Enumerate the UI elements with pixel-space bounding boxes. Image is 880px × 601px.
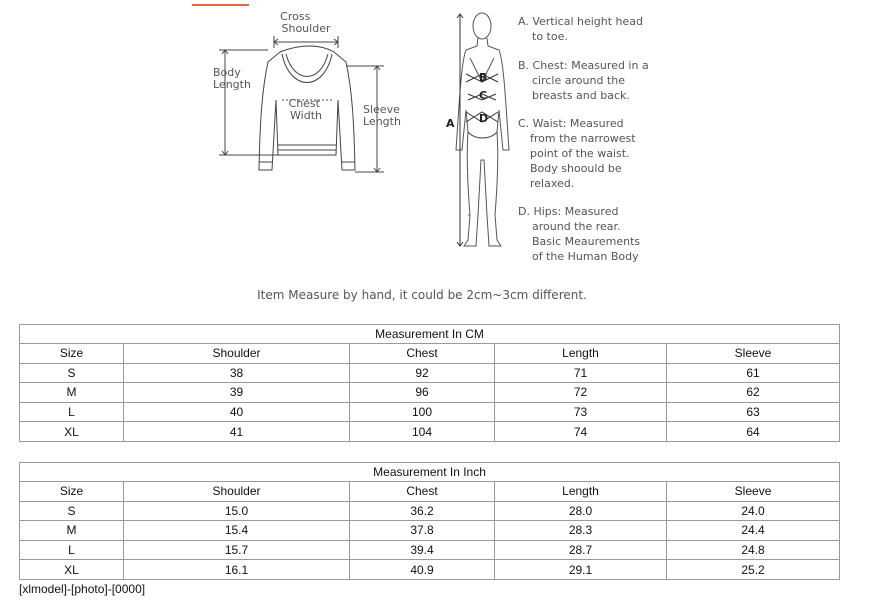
header-cell: Sleeve <box>667 482 840 502</box>
marker-b: B <box>479 71 488 84</box>
table-row <box>20 560 840 580</box>
desc-hips-line-4: of the Human Body <box>532 250 639 263</box>
table-title-row <box>20 325 840 344</box>
table-cell: XL <box>20 422 124 442</box>
table-cell: 25.2 <box>667 560 840 580</box>
table-cell: L <box>20 402 124 422</box>
body-length-line-1: Body <box>213 66 241 79</box>
desc-chest <box>518 59 652 102</box>
table-title: Measurement In Inch <box>20 463 840 482</box>
header-cell: Sleeve <box>667 344 840 364</box>
table-cell: 71 <box>495 363 667 383</box>
header-cell: Shoulder <box>124 482 350 502</box>
marker-a: A <box>446 117 455 130</box>
table-cell: 24.4 <box>667 521 840 541</box>
sleeve-length-label <box>363 103 403 128</box>
table-cell: L <box>20 540 124 560</box>
desc-hips-line-1: D. Hips: Measured <box>518 205 619 218</box>
table-cell: M <box>20 383 124 403</box>
table-row <box>20 501 840 521</box>
body-measure-guides <box>457 14 498 246</box>
header-cell: Size <box>20 482 124 502</box>
header-cell: Chest <box>350 344 495 364</box>
table-cell: 16.1 <box>124 560 350 580</box>
size-table-cm <box>19 324 840 442</box>
body-figure <box>456 13 509 246</box>
table-cell: 74 <box>495 422 667 442</box>
table-cell: 41 <box>124 422 350 442</box>
table-cell: 39.4 <box>350 540 495 560</box>
marker-d: D <box>479 112 489 125</box>
measure-note: Item Measure by hand, it could be 2cm~3cm different. <box>257 288 587 302</box>
desc-height-line-2: to toe. <box>532 30 568 43</box>
body-length-label <box>213 66 251 91</box>
desc-waist-line-3: point of the waist. <box>530 147 630 160</box>
sleeve-length-line-2: Length <box>363 115 401 128</box>
table-cell: 62 <box>667 383 840 403</box>
table-row <box>20 540 840 560</box>
desc-waist <box>518 117 639 190</box>
table-row <box>20 383 840 403</box>
cross-shoulder-line-1: Cross <box>280 10 311 23</box>
chest-width-line-1: Chest <box>288 97 320 110</box>
table-cell: 15.4 <box>124 521 350 541</box>
table-row <box>20 402 840 422</box>
table-cell: 104 <box>350 422 495 442</box>
table-cell: 37.8 <box>350 521 495 541</box>
table-cell: 28.3 <box>495 521 667 541</box>
header-cell: Chest <box>350 482 495 502</box>
table-cell: 15.0 <box>124 501 350 521</box>
table-cell: S <box>20 501 124 521</box>
table-cell: 92 <box>350 363 495 383</box>
table-row <box>20 521 840 541</box>
size-table-inch <box>19 462 840 580</box>
chest-width-line-2: Width <box>290 109 322 122</box>
header-cell: Shoulder <box>124 344 350 364</box>
table-cell: 29.1 <box>495 560 667 580</box>
table-cell: 40.9 <box>350 560 495 580</box>
table-header-row <box>20 482 840 502</box>
header-cell: Length <box>495 482 667 502</box>
table-cell: 38 <box>124 363 350 383</box>
table-cell: 28.0 <box>495 501 667 521</box>
table-title-row <box>20 463 840 482</box>
table-cell: 72 <box>495 383 667 403</box>
table-cell: 96 <box>350 383 495 403</box>
table-cell: 39 <box>124 383 350 403</box>
table-row <box>20 422 840 442</box>
desc-height <box>518 15 647 43</box>
table-title: Measurement In CM <box>20 325 840 344</box>
table-cell: 24.0 <box>667 501 840 521</box>
desc-waist-line-4: Body shoould be <box>530 162 622 175</box>
table-cell: 64 <box>667 422 840 442</box>
header-cell: Length <box>495 344 667 364</box>
table-cell: 15.7 <box>124 540 350 560</box>
footer-code: [xlmodel]-[photo]-[0000] <box>19 582 146 596</box>
table-header-row <box>20 344 840 364</box>
desc-height-line-1: A. Vertical height head <box>518 15 644 28</box>
cross-shoulder-label <box>280 10 331 35</box>
desc-waist-line-2: from the narrowest <box>530 132 636 145</box>
table-row <box>20 363 840 383</box>
table-cell: 40 <box>124 402 350 422</box>
table-cell: 61 <box>667 363 840 383</box>
table-cell: 63 <box>667 402 840 422</box>
table-cell: XL <box>20 560 124 580</box>
header-cell: Size <box>20 344 124 364</box>
desc-chest-line-1: B. Chest: Measured in a <box>518 59 649 72</box>
desc-waist-line-1: C. Waist: Measured <box>518 117 624 130</box>
table-cell: S <box>20 363 124 383</box>
sleeve-length-line-1: Sleeve <box>363 103 400 116</box>
table-cell: 24.8 <box>667 540 840 560</box>
table-cell: M <box>20 521 124 541</box>
table-cell: 100 <box>350 402 495 422</box>
desc-waist-line-5: relaxed. <box>530 177 575 190</box>
desc-hips <box>518 205 644 263</box>
desc-chest-line-3: breasts and back. <box>532 89 630 102</box>
marker-c: C <box>479 89 488 102</box>
desc-hips-line-2: around the rear. <box>532 220 621 233</box>
table-cell: 28.7 <box>495 540 667 560</box>
chest-width-label <box>289 97 324 122</box>
body-length-line-2: Length <box>213 78 251 91</box>
table-cell: 73 <box>495 402 667 422</box>
desc-hips-line-3: Basic Meaurements <box>532 235 641 248</box>
cross-shoulder-line-2: Shoulder <box>281 22 331 35</box>
desc-chest-line-2: circle around the <box>532 74 625 87</box>
table-cell: 36.2 <box>350 501 495 521</box>
